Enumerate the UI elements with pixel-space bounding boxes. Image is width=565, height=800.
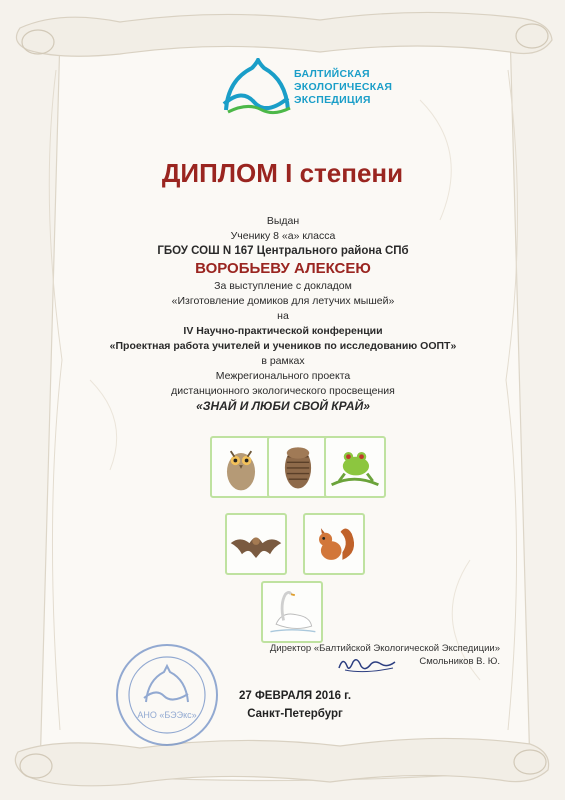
- trilobite-card: [267, 436, 329, 498]
- logo-line-2: ЭКОЛОГИЧЕСКАЯ: [294, 81, 393, 93]
- recipient-name: ВОРОБЬЕВУ АЛЕКСЕЮ: [195, 260, 371, 277]
- swan-icon: [263, 583, 321, 641]
- bat-card: [225, 513, 287, 575]
- frog-card: [324, 436, 386, 498]
- dome-logo-icon: [218, 58, 294, 118]
- trilobite-icon: [269, 438, 327, 496]
- conference-name: IV Научно-практической конференции: [183, 325, 383, 337]
- diploma-date: 27 ФЕВРАЛЯ 2016 г.: [238, 690, 352, 702]
- conference-title: «Проектная работа учителей и учеников по исследованию ООПТ»: [109, 340, 457, 352]
- project-name: «ЗНАЙ И ЛЮБИ СВОЙ КРАЙ»: [196, 399, 370, 413]
- director-signature: [335, 652, 405, 676]
- on-line: на: [277, 310, 289, 322]
- for-report-line: За выступление с докладом: [214, 280, 352, 292]
- diploma-title: ДИПЛОМ I степени: [161, 158, 404, 188]
- diploma-city: Санкт-Петербург: [247, 708, 343, 720]
- recipient-role: Ученику 8 «а» класса: [230, 230, 336, 242]
- project-line-2: дистанционного экологического просвещения: [171, 385, 395, 397]
- framework-line: в рамках: [261, 355, 305, 367]
- issued-line: Выдан: [266, 215, 300, 227]
- logo-line-1: БАЛТИЙСКАЯ: [294, 68, 370, 80]
- project-line-1: Межрегионального проекта: [215, 370, 351, 382]
- stamp-center-text: АНО «БЭЭкс»: [137, 710, 197, 720]
- report-title: «Изготовление домиков для летучих мышей»: [171, 295, 395, 307]
- logo-text: [294, 68, 418, 107]
- squirrel-card: [303, 513, 365, 575]
- bat-icon: [227, 515, 285, 573]
- expedition-logo: [218, 58, 418, 118]
- swan-card: [261, 581, 323, 643]
- director-title: Директор «Балтийской Экологической Экспедиции»: [269, 643, 500, 654]
- logo-line-3: ЭКСПЕДИЦИЯ: [294, 94, 371, 106]
- owl-icon: [212, 438, 270, 496]
- squirrel-icon: [305, 515, 363, 573]
- owl-card: [210, 436, 272, 498]
- school-name: ГБОУ СОШ N 167 Центрального района СПб: [157, 245, 409, 257]
- director-name: Смольников В. Ю.: [419, 656, 500, 667]
- frog-icon: [326, 438, 384, 496]
- diploma-body: [60, 214, 506, 414]
